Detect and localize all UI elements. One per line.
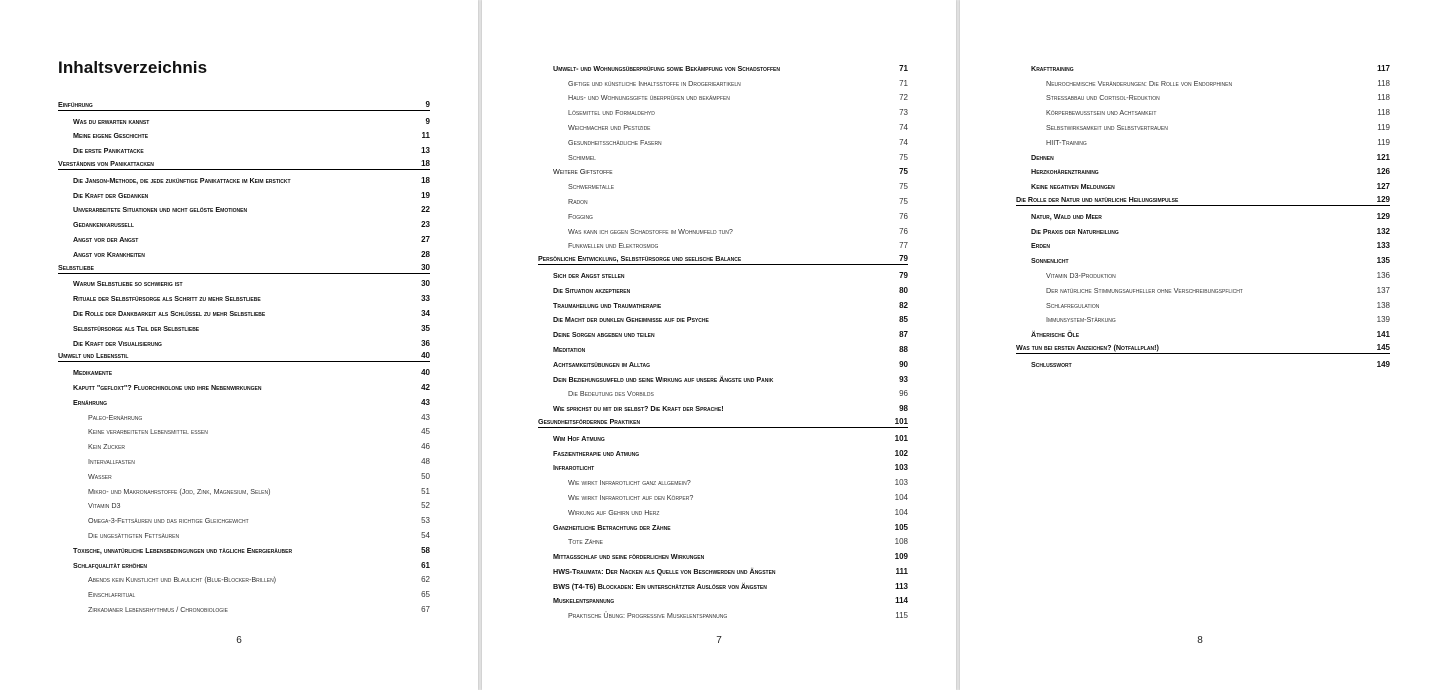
toc-entry-page: 104 [894, 507, 908, 517]
toc-title: Inhaltsverzeichnis [58, 58, 208, 77]
toc-entry-title: Paleo-Ernährung [88, 412, 143, 422]
toc-entry-title: Kaputt "gefloxt"? Fluorchinolone und ihre Nebenwirkungen [73, 382, 262, 392]
toc-entry-page: 127 [1376, 182, 1390, 192]
toc-entry-title: Schlafqualität erhöhen [73, 560, 148, 570]
toc-entry[interactable] [538, 517, 908, 532]
toc-entry[interactable] [1016, 206, 1390, 221]
toc-entry-title: Medikamente [73, 368, 113, 378]
toc-entry-page: 137 [1376, 285, 1390, 295]
toc-entry-page: 52 [421, 501, 430, 511]
toc-entry-title: Infrarotlicht [553, 463, 595, 473]
toc-entry-page: 40 [421, 368, 430, 378]
toc-entry-page: 90 [899, 359, 908, 369]
toc-entry-title: Krafttraining [1031, 63, 1074, 73]
toc-entry-title: Die erste Panikattacke [73, 146, 144, 156]
toc-entry-page: 135 [1376, 256, 1390, 266]
toc-entry[interactable] [58, 466, 430, 481]
toc-entry-title: Selbstliebe [58, 262, 94, 272]
toc-entry-title: Verständnis von Panikattacken [58, 158, 154, 168]
toc-entry-title: Die Kraft der Visualisierung [73, 338, 162, 348]
toc-entry-page: 149 [1376, 359, 1390, 369]
toc-entry-title: Wirkung auf Gehirn und Herz [568, 507, 660, 517]
toc-entry-title: Schimmel [568, 152, 596, 162]
toc-entry[interactable] [58, 333, 430, 348]
toc-entry-title: Wie wirkt Infrarotlicht auf den Körper? [568, 492, 694, 502]
toc-entry-title: Gesundheitsschädliche Fasern [568, 137, 662, 147]
toc-entry[interactable] [58, 407, 430, 422]
toc-entry-title: Umwelt und Lebensstil [58, 351, 129, 361]
document-page-8 [960, 0, 1440, 690]
toc-entry[interactable] [58, 111, 430, 126]
toc-entry[interactable] [1016, 354, 1390, 369]
toc-entry-page: 139 [1376, 315, 1390, 325]
toc-entry-title: Wim Hof Atmung [553, 433, 605, 443]
toc-entry-title: Omega-3-Fettsäuren und das richtige Gleichgewicht [88, 516, 249, 526]
toc-entry[interactable] [58, 451, 430, 466]
toc-entry[interactable] [538, 265, 908, 280]
toc-entry[interactable] [538, 102, 908, 117]
toc-entry[interactable] [538, 206, 908, 221]
toc-entry-page: 45 [421, 427, 430, 437]
toc-entry[interactable] [1016, 162, 1390, 177]
toc-entry-page: 141 [1376, 330, 1390, 340]
toc-entry[interactable] [538, 546, 908, 561]
toc-entry[interactable] [1016, 265, 1390, 280]
toc-entry-page: 74 [899, 137, 908, 147]
toc-entry-title: Der natürliche Stimmungsaufheller ohne Verschreibungspflicht [1046, 285, 1243, 295]
toc-entry[interactable] [538, 605, 908, 620]
toc-entry-title: Haus- und Wohnungsgifte überprüfen und bekämpfen [568, 93, 730, 103]
toc-entry-title: Die Macht der dunklen Geheimnisse auf die Psyche [553, 315, 709, 325]
toc-entry-page: 101 [894, 433, 908, 443]
toc-entry[interactable] [538, 310, 908, 325]
toc-entry[interactable] [538, 324, 908, 339]
toc-entry-page: 75 [899, 152, 908, 162]
toc-entry-page: 129 [1376, 194, 1390, 204]
toc-entry[interactable] [538, 295, 908, 310]
toc-entry[interactable] [58, 362, 430, 377]
toc-entry-page: 43 [421, 397, 430, 407]
toc-chapter-entry[interactable] [58, 348, 430, 363]
toc-entry-title: Die Kraft der Gedanken [73, 190, 149, 200]
toc-entry-title: Wie wirkt Infrarotlicht ganz allgemein? [568, 478, 691, 488]
toc-entry-title: Schwermetalle [568, 182, 615, 192]
toc-entry-page: 129 [1376, 211, 1390, 221]
toc-entry[interactable] [58, 140, 430, 155]
toc-entry-title: Kein Zucker [88, 442, 126, 452]
toc-entry[interactable] [58, 436, 430, 451]
toc-entry[interactable] [58, 481, 430, 496]
toc-entry[interactable] [1016, 132, 1390, 147]
toc-entry-title: HWS-Traumata: Der Nacken als Quelle von Beschwerden und Ängsten [553, 566, 776, 576]
toc-entry[interactable] [58, 288, 430, 303]
toc-entry-page: 43 [421, 412, 430, 422]
page-number: 8 [1197, 635, 1203, 646]
toc-entry-title: Meditation [553, 344, 586, 354]
toc-entry-page: 114 [895, 596, 908, 606]
toc-entry[interactable] [538, 443, 908, 458]
toc-entry[interactable] [58, 274, 430, 289]
toc-entry[interactable] [538, 191, 908, 206]
toc-entry-title: Die Rolle der Natur und natürliche Heilungsimpulse [1016, 194, 1179, 204]
toc-entry[interactable] [58, 570, 430, 585]
toc-entry-title: Funkwellen und Elektrosmog [568, 241, 659, 251]
toc-entry-title: Keine negativen Meldungen [1031, 182, 1115, 192]
toc-entry-title: Gedankenkarussell [73, 220, 134, 230]
toc-entry-page: 103 [894, 478, 908, 488]
toc-entry-page: 65 [421, 590, 430, 600]
toc-entry-title: Die Bedeutung des Vorbilds [568, 389, 654, 399]
toc-entry-page: 74 [899, 122, 908, 132]
toc-entry-page: 67 [421, 604, 430, 614]
toc-entry-title: Einschlafritual [88, 590, 136, 600]
toc-entry-title: Umwelt- und Wohnungsüberprüfung sowie Bekämpfung von Schadstoffen [553, 63, 780, 73]
toc-entry-page: 96 [899, 389, 908, 399]
toc-entry[interactable] [538, 162, 908, 177]
toc-list [1016, 58, 1390, 369]
toc-entry-title: Mikro- und Makronahrstoffe (Jod, Zink, Magnesium, Selen) [88, 486, 271, 496]
toc-entry-title: Ganzheitliche Betrachtung der Zähne [553, 522, 671, 532]
toc-entry-page: 126 [1376, 167, 1390, 177]
toc-entry-page: 105 [894, 522, 908, 532]
toc-entry-title: Was du erwarten kannst [73, 116, 150, 126]
toc-entry[interactable] [1016, 221, 1390, 236]
toc-entry-title: Keine verarbeiteten Lebensmittel essen [88, 427, 208, 437]
toc-entry-page: 76 [899, 226, 908, 236]
toc-entry[interactable] [538, 117, 908, 132]
toc-entry-page: 98 [899, 404, 908, 414]
toc-entry-page: 33 [421, 294, 430, 304]
toc-entry[interactable] [58, 392, 430, 407]
toc-entry-title: Natur, Wald und Meer [1031, 211, 1102, 221]
toc-entry-title: Herzkohärenztraining [1031, 167, 1099, 177]
toc-entry[interactable] [58, 214, 430, 229]
toc-entry[interactable] [1016, 250, 1390, 265]
toc-entry-page: 77 [899, 241, 908, 251]
toc-entry[interactable] [1016, 147, 1390, 162]
toc-entry[interactable] [538, 561, 908, 576]
toc-entry[interactable] [58, 525, 430, 540]
toc-entry-page: 9 [425, 99, 430, 109]
toc-entry-page: 18 [421, 175, 430, 185]
toc-entry[interactable] [1016, 176, 1390, 191]
toc-entry-title: Unverarbeitete Situationen und nicht gelöste Emotionen [73, 205, 248, 215]
toc-entry[interactable] [1016, 324, 1390, 339]
toc-entry[interactable] [538, 532, 908, 547]
toc-entry-page: 18 [421, 158, 430, 168]
toc-entry[interactable] [538, 591, 908, 606]
toc-entry-page: 62 [421, 575, 430, 585]
toc-entry-title: Die Janson-Methode, die jede zukünftige Panikattacke im Keim erstickt [73, 175, 291, 185]
toc-entry-title: Die Praxis der Naturheilung [1031, 226, 1119, 236]
toc-entry-title: Gesundheitsfördernde Praktiken [538, 416, 641, 426]
toc-entry-page: 71 [899, 78, 908, 88]
toc-entry-title: Selbstwirksamkeit und Selbstvertrauen [1046, 122, 1168, 132]
toc-entry[interactable] [538, 73, 908, 88]
toc-entry-title: Dehnen [1031, 152, 1054, 162]
toc-entry-title: Weichmacher und Pestizide [568, 122, 651, 132]
toc-entry[interactable] [538, 472, 908, 487]
toc-entry[interactable] [538, 280, 908, 295]
toc-chapter-entry[interactable] [1016, 339, 1390, 354]
toc-entry-page: 76 [899, 211, 908, 221]
toc-entry-page: 51 [421, 486, 430, 496]
toc-entry-page: 11 [421, 131, 430, 141]
toc-entry-page: 36 [421, 338, 430, 348]
toc-entry-title: Dein Beziehungsumfeld und seine Wirkung auf unsere Ängste und Panik [553, 374, 774, 384]
toc-entry-title: Einführung [58, 99, 93, 109]
toc-entry-page: 102 [894, 448, 908, 458]
toc-entry-title: Die ungesättigten Fettsäuren [88, 530, 180, 540]
toc-entry-title: Muskelentspannung [553, 596, 615, 606]
toc-entry[interactable] [538, 236, 908, 251]
toc-entry[interactable] [58, 555, 430, 570]
toc-entry-title: Abends kein Kunstlicht und Blaulicht (Blue-Blocker-Brillen) [88, 575, 277, 585]
toc-entry-page: 50 [421, 471, 430, 481]
toc-chapter-entry[interactable] [58, 96, 430, 111]
toc-entry-title: Die Rolle der Dankbarkeit als Schlüssel zu mehr Selbstliebe [73, 308, 266, 318]
toc-entry[interactable] [538, 339, 908, 354]
toc-entry-title: Schlafregulation [1046, 300, 1100, 310]
toc-entry[interactable] [58, 303, 430, 318]
toc-chapter-entry[interactable] [58, 155, 430, 170]
toc-entry[interactable] [58, 170, 430, 185]
toc-entry-page: 73 [899, 108, 908, 118]
toc-entry[interactable] [538, 88, 908, 103]
toc-entry-title: Was tun bei ersten Anzeichen? (Notfallplan!) [1016, 342, 1159, 352]
toc-entry[interactable] [58, 318, 430, 333]
toc-entry-page: 138 [1376, 300, 1390, 310]
toc-entry-page: 119 [1377, 137, 1390, 147]
toc-entry-title: Körperbewusstsein und Achtsamkeit [1046, 108, 1157, 118]
toc-entry-title: Faszientherapie und Atmung [553, 448, 640, 458]
toc-entry-page: 132 [1376, 226, 1390, 236]
toc-entry-page: 54 [421, 530, 430, 540]
toc-entry-title: Intervallfasten [88, 456, 135, 466]
toc-entry-title: Sonnenlicht [1031, 256, 1069, 266]
page-number: 7 [716, 635, 722, 646]
toc-entry-title: Die Situation akzeptieren [553, 285, 631, 295]
toc-entry-page: 35 [421, 323, 430, 333]
toc-entry-title: Ernährung [73, 397, 107, 407]
toc-entry-title: Meine eigene Geschichte [73, 131, 149, 141]
toc-entry-title: Zirkadianer Lebensrhythmus / Chronobiologie [88, 604, 228, 614]
toc-entry[interactable] [538, 384, 908, 399]
toc-entry[interactable] [538, 428, 908, 443]
toc-entry[interactable] [58, 584, 430, 599]
document-page-6 [0, 0, 478, 690]
toc-entry[interactable] [1016, 88, 1390, 103]
toc-entry-page: 108 [894, 537, 908, 547]
toc-entry-title: Traumaheilung und Traumatherapie [553, 300, 662, 310]
toc-list [58, 96, 430, 614]
toc-entry-page: 85 [899, 315, 908, 325]
toc-entry-title: Deine Sorgen abgeben und teilen [553, 330, 655, 340]
toc-entry[interactable] [538, 221, 908, 236]
toc-entry-title: Sich der Angst stellen [553, 270, 625, 280]
toc-entry[interactable] [538, 176, 908, 191]
toc-entry-title: Erden [1031, 241, 1050, 251]
page-number: 6 [236, 635, 242, 646]
toc-entry[interactable] [58, 377, 430, 392]
toc-entry-page: 118 [1377, 108, 1390, 118]
toc-entry-page: 109 [894, 552, 908, 562]
toc-entry[interactable] [538, 147, 908, 162]
toc-entry-title: Vitamin D3 [88, 501, 121, 511]
toc-entry-page: 121 [1376, 152, 1390, 162]
toc-entry-title: Warum Selbstliebe so schwierig ist [73, 279, 183, 289]
toc-entry[interactable] [538, 369, 908, 384]
toc-entry-page: 23 [421, 220, 430, 230]
toc-entry[interactable] [1016, 117, 1390, 132]
toc-entry[interactable] [538, 487, 908, 502]
toc-entry-page: 72 [899, 93, 908, 103]
toc-entry[interactable] [58, 540, 430, 555]
toc-entry-page: 113 [895, 581, 908, 591]
toc-entry-page: 118 [1377, 78, 1390, 88]
toc-entry-page: 104 [894, 492, 908, 502]
toc-entry-page: 22 [421, 205, 430, 215]
toc-entry-page: 103 [894, 463, 908, 473]
toc-entry-page: 28 [421, 249, 430, 259]
toc-entry-page: 118 [1377, 93, 1390, 103]
toc-entry-title: Rituale der Selbstfürsorge als Schritt zu mehr Selbstliebe [73, 294, 261, 304]
toc-entry-page: 80 [899, 285, 908, 295]
toc-entry-page: 136 [1376, 270, 1390, 280]
toc-entry-title: Tote Zähne [568, 537, 603, 547]
toc-entry[interactable] [1016, 310, 1390, 325]
toc-entry[interactable] [58, 244, 430, 259]
toc-chapter-entry[interactable] [538, 413, 908, 428]
toc-entry[interactable] [58, 422, 430, 437]
toc-entry-title: Was kann ich gegen Schadstoffe im Wohnumfeld tun? [568, 226, 733, 236]
document-page-7 [482, 0, 956, 690]
toc-entry-page: 88 [899, 344, 908, 354]
toc-entry[interactable] [1016, 73, 1390, 88]
toc-entry-title: Mittagsschlaf und seine förderlichen Wirkungen [553, 552, 705, 562]
toc-entry[interactable] [538, 576, 908, 591]
toc-entry[interactable] [1016, 295, 1390, 310]
toc-entry-page: 75 [899, 196, 908, 206]
toc-entry[interactable] [1016, 58, 1390, 73]
toc-entry-title: BWS (T4-T6) Blockaden: Ein unterschätzter Auslöser von Ängsten [553, 581, 767, 591]
toc-entry-page: 58 [421, 545, 430, 555]
toc-entry-title: Angst vor Krankheiten [73, 249, 145, 259]
toc-entry-page: 19 [421, 190, 430, 200]
toc-chapter-entry[interactable] [58, 259, 430, 274]
toc-entry-title: Achtsamkeitsübungen im Alltag [553, 359, 650, 369]
toc-entry-title: Ätherische Öle [1031, 330, 1080, 340]
toc-entry-page: 133 [1376, 241, 1390, 251]
toc-entry-title: Vitamin D3-Produktion [1046, 270, 1116, 280]
toc-entry-page: 119 [1377, 122, 1390, 132]
toc-chapter-entry[interactable] [1016, 191, 1390, 206]
toc-entry[interactable] [538, 58, 908, 73]
toc-entry-page: 79 [899, 270, 908, 280]
toc-entry-page: 87 [899, 330, 908, 340]
toc-entry[interactable] [538, 354, 908, 369]
toc-entry-page: 46 [421, 442, 430, 452]
toc-entry[interactable] [538, 502, 908, 517]
toc-entry-title: HIIT-Training [1046, 137, 1087, 147]
toc-entry[interactable] [538, 458, 908, 473]
toc-entry-title: Angst vor der Angst [73, 234, 139, 244]
toc-entry-page: 145 [1376, 342, 1390, 352]
toc-entry-page: 117 [1377, 63, 1390, 73]
toc-entry-title: Lösemittel und Formaldehyd [568, 108, 655, 118]
toc-entry-page: 40 [421, 351, 430, 361]
toc-entry-page: 13 [421, 146, 430, 156]
toc-entry[interactable] [1016, 236, 1390, 251]
toc-entry-title: Fogging [568, 211, 593, 221]
toc-entry-page: 75 [899, 167, 908, 177]
toc-entry-title: Wie sprichst du mit dir selbst? Die Kraft der Sprache! [553, 404, 724, 414]
toc-entry-page: 53 [421, 516, 430, 526]
toc-entry-page: 111 [895, 566, 908, 576]
toc-chapter-entry[interactable] [538, 250, 908, 265]
toc-entry-page: 34 [421, 308, 430, 318]
toc-entry[interactable] [58, 229, 430, 244]
toc-entry-page: 101 [894, 416, 908, 426]
toc-entry-title: Radon [568, 196, 588, 206]
toc-entry-page: 71 [899, 63, 908, 73]
toc-entry-page: 30 [421, 279, 430, 289]
toc-entry-title: Wasser [88, 471, 112, 481]
toc-entry-page: 93 [899, 374, 908, 384]
toc-entry-title: Immunsystem-Stärkung [1046, 315, 1116, 325]
toc-entry[interactable] [1016, 280, 1390, 295]
toc-entry-title: Giftige und künstliche Inhaltsstoffe in Drogerieartikeln [568, 78, 741, 88]
toc-entry-title: Persönliche Entwicklung, Selbstfürsorge und seelische Balance [538, 254, 742, 264]
toc-entry[interactable] [58, 200, 430, 215]
toc-entry-page: 9 [425, 116, 430, 126]
toc-entry[interactable] [538, 132, 908, 147]
toc-entry-title: Weitere Giftstoffe [553, 167, 613, 177]
toc-entry-page: 48 [421, 456, 430, 466]
toc-entry-title: Stressabbau und Cortisol-Reduktion [1046, 93, 1160, 103]
toc-entry-title: Praktische Übung: Progressive Muskelentspannung [568, 611, 728, 621]
toc-entry[interactable] [58, 185, 430, 200]
toc-list [538, 58, 908, 620]
toc-entry-title: Selbstfürsorge als Teil der Selbstliebe [73, 323, 200, 333]
toc-entry-page: 79 [899, 254, 908, 264]
toc-entry[interactable] [58, 599, 430, 614]
toc-entry[interactable] [58, 510, 430, 525]
toc-entry-page: 27 [421, 234, 430, 244]
toc-entry-title: Neurochemische Veränderungen: Die Rolle von Endorphinen [1046, 78, 1233, 88]
toc-entry-page: 75 [899, 182, 908, 192]
toc-entry[interactable] [58, 496, 430, 511]
toc-entry-title: Schlusswort [1031, 359, 1072, 369]
toc-entry-page: 30 [421, 262, 430, 272]
toc-entry-page: 61 [421, 560, 430, 570]
toc-entry-page: 82 [899, 300, 908, 310]
toc-entry[interactable] [58, 126, 430, 141]
toc-entry-page: 42 [421, 382, 430, 392]
toc-entry[interactable] [538, 398, 908, 413]
toc-entry[interactable] [1016, 102, 1390, 117]
toc-entry-page: 115 [895, 611, 908, 621]
toc-entry-title: Toxische, unnatürliche Lebensbedingungen und tägliche Energieräuber [73, 545, 293, 555]
